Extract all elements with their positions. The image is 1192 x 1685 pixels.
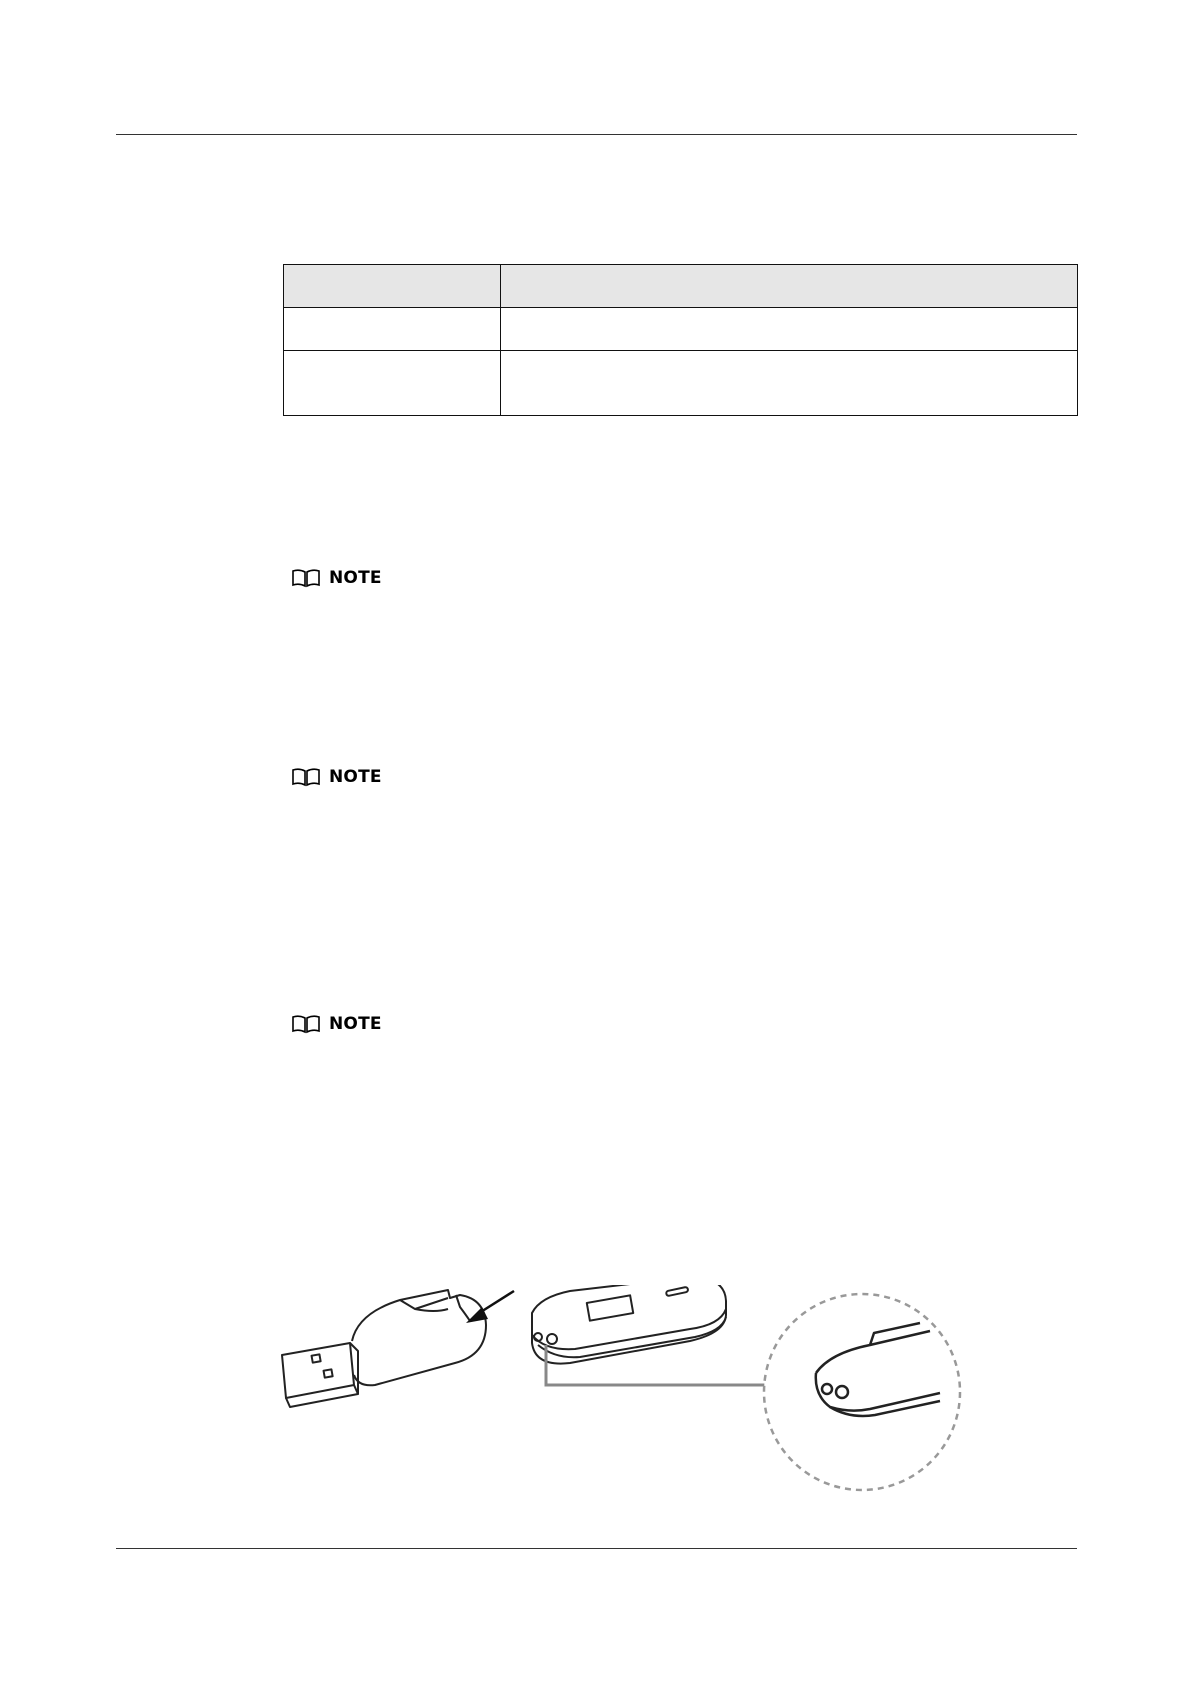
- charging-cradle: [352, 1290, 486, 1385]
- table-cell: [284, 308, 501, 351]
- usb-charger-connection-illustration: [270, 1285, 970, 1495]
- header-rule: [116, 134, 1077, 135]
- table-header-cell: [501, 265, 1078, 308]
- table-cell: [501, 351, 1078, 416]
- band-tracker: [532, 1285, 726, 1364]
- note-label: NOTE: [329, 767, 382, 787]
- callout-connector: [546, 1345, 770, 1385]
- book-icon: [291, 767, 321, 787]
- table-cell: [501, 308, 1078, 351]
- zoom-detail-circle: [764, 1294, 960, 1490]
- spec-table: [283, 264, 1078, 416]
- usb-plug: [282, 1343, 358, 1407]
- note-callout: [291, 567, 382, 589]
- footer-rule: [116, 1548, 1077, 1549]
- note-callout: [291, 766, 382, 788]
- book-icon: [291, 1014, 321, 1034]
- table-header-row: [284, 265, 1078, 308]
- table-row: [284, 308, 1078, 351]
- note-label: NOTE: [329, 568, 382, 588]
- note-callout: [291, 1013, 382, 1035]
- table-header-cell: [284, 265, 501, 308]
- book-icon: [291, 568, 321, 588]
- table-row: [284, 351, 1078, 416]
- insert-arrow-icon: [466, 1291, 514, 1323]
- note-label: NOTE: [329, 1014, 382, 1034]
- table-cell: [284, 351, 501, 416]
